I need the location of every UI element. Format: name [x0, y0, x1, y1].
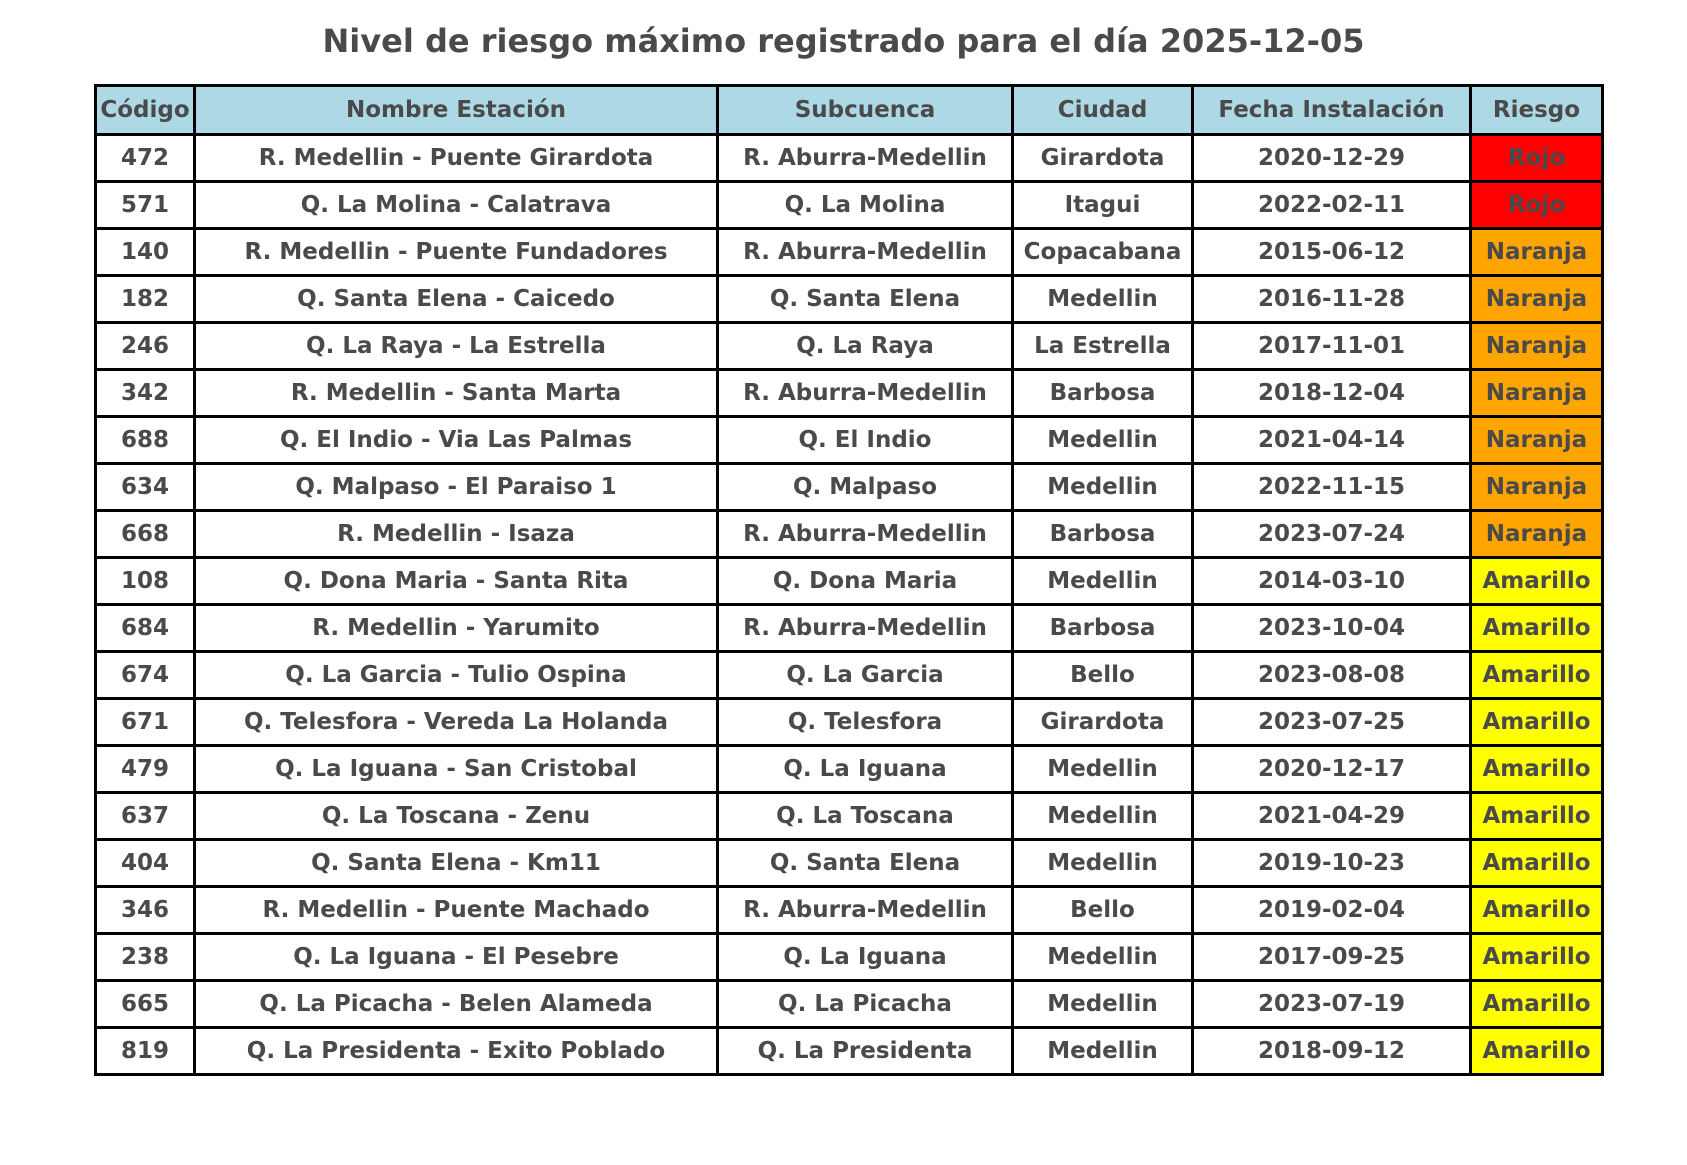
cell-riesgo: Amarillo	[1471, 934, 1603, 981]
cell-ciudad: Copacabana	[1013, 229, 1193, 276]
cell-nombre-estacion: Q. La Raya - La Estrella	[195, 323, 718, 370]
cell-ciudad: Medellin	[1013, 934, 1193, 981]
table-row	[96, 746, 1603, 793]
table-row	[96, 605, 1603, 652]
cell-riesgo: Amarillo	[1471, 699, 1603, 746]
cell-ciudad: Bello	[1013, 652, 1193, 699]
cell-ciudad: Medellin	[1013, 417, 1193, 464]
cell-codigo: 342	[96, 370, 195, 417]
cell-riesgo: Naranja	[1471, 464, 1603, 511]
table-row	[96, 934, 1603, 981]
cell-subcuenca: R. Aburra-Medellin	[718, 887, 1013, 934]
cell-ciudad: Girardota	[1013, 135, 1193, 182]
cell-nombre-estacion: R. Medellin - Puente Machado	[195, 887, 718, 934]
cell-nombre-estacion: R. Medellin - Puente Girardota	[195, 135, 718, 182]
cell-nombre-estacion: Q. La Iguana - San Cristobal	[195, 746, 718, 793]
cell-subcuenca: Q. Malpaso	[718, 464, 1013, 511]
cell-codigo: 346	[96, 887, 195, 934]
cell-nombre-estacion: Q. La Molina - Calatrava	[195, 182, 718, 229]
cell-ciudad: Medellin	[1013, 276, 1193, 323]
table-row	[96, 229, 1603, 276]
table-row	[96, 840, 1603, 887]
cell-subcuenca: R. Aburra-Medellin	[718, 229, 1013, 276]
cell-fecha-instalacion: 2015-06-12	[1193, 229, 1471, 276]
cell-ciudad: Medellin	[1013, 840, 1193, 887]
header-ciudad: Ciudad	[1013, 86, 1193, 135]
cell-codigo: 671	[96, 699, 195, 746]
cell-ciudad: Itagui	[1013, 182, 1193, 229]
cell-nombre-estacion: Q. Telesfora - Vereda La Holanda	[195, 699, 718, 746]
header-fecha-instalacion: Fecha Instalación	[1193, 86, 1471, 135]
cell-codigo: 571	[96, 182, 195, 229]
cell-fecha-instalacion: 2016-11-28	[1193, 276, 1471, 323]
cell-codigo: 634	[96, 464, 195, 511]
page-title: Nivel de riesgo máximo registrado para el día 2025-12-05	[322, 22, 1365, 60]
cell-subcuenca: R. Aburra-Medellin	[718, 135, 1013, 182]
cell-nombre-estacion: Q. La Garcia - Tulio Ospina	[195, 652, 718, 699]
cell-riesgo: Amarillo	[1471, 652, 1603, 699]
cell-codigo: 404	[96, 840, 195, 887]
cell-fecha-instalacion: 2021-04-29	[1193, 793, 1471, 840]
table-row	[96, 887, 1603, 934]
header-nombre-estacion: Nombre Estación	[195, 86, 718, 135]
cell-ciudad: Medellin	[1013, 464, 1193, 511]
table-row	[96, 276, 1603, 323]
cell-ciudad: Medellin	[1013, 981, 1193, 1028]
cell-ciudad: Barbosa	[1013, 605, 1193, 652]
cell-riesgo: Amarillo	[1471, 558, 1603, 605]
table-row	[96, 182, 1603, 229]
cell-codigo: 665	[96, 981, 195, 1028]
cell-subcuenca: Q. La Presidenta	[718, 1028, 1013, 1075]
cell-fecha-instalacion: 2019-10-23	[1193, 840, 1471, 887]
cell-subcuenca: Q. Dona Maria	[718, 558, 1013, 605]
header-codigo: Código	[96, 86, 195, 135]
cell-nombre-estacion: Q. La Toscana - Zenu	[195, 793, 718, 840]
cell-riesgo: Naranja	[1471, 323, 1603, 370]
cell-fecha-instalacion: 2023-07-25	[1193, 699, 1471, 746]
cell-ciudad: Bello	[1013, 887, 1193, 934]
cell-riesgo: Amarillo	[1471, 746, 1603, 793]
table-header-row	[96, 86, 1603, 135]
cell-riesgo: Naranja	[1471, 511, 1603, 558]
cell-codigo: 238	[96, 934, 195, 981]
cell-nombre-estacion: Q. Dona Maria - Santa Rita	[195, 558, 718, 605]
cell-fecha-instalacion: 2017-11-01	[1193, 323, 1471, 370]
cell-subcuenca: Q. El Indio	[718, 417, 1013, 464]
cell-nombre-estacion: R. Medellin - Puente Fundadores	[195, 229, 718, 276]
cell-subcuenca: R. Aburra-Medellin	[718, 511, 1013, 558]
table-row	[96, 558, 1603, 605]
risk-table	[94, 84, 1604, 1076]
cell-riesgo: Naranja	[1471, 276, 1603, 323]
cell-riesgo: Naranja	[1471, 370, 1603, 417]
table-row	[96, 464, 1603, 511]
cell-codigo: 819	[96, 1028, 195, 1075]
cell-ciudad: Medellin	[1013, 746, 1193, 793]
cell-fecha-instalacion: 2021-04-14	[1193, 417, 1471, 464]
table-row	[96, 417, 1603, 464]
cell-subcuenca: R. Aburra-Medellin	[718, 370, 1013, 417]
cell-ciudad: La Estrella	[1013, 323, 1193, 370]
cell-fecha-instalacion: 2020-12-29	[1193, 135, 1471, 182]
cell-fecha-instalacion: 2022-11-15	[1193, 464, 1471, 511]
cell-riesgo: Rojo	[1471, 135, 1603, 182]
header-subcuenca: Subcuenca	[718, 86, 1013, 135]
cell-fecha-instalacion: 2023-10-04	[1193, 605, 1471, 652]
cell-codigo: 140	[96, 229, 195, 276]
table-body	[96, 135, 1603, 1075]
cell-subcuenca: Q. Santa Elena	[718, 276, 1013, 323]
cell-fecha-instalacion: 2018-12-04	[1193, 370, 1471, 417]
cell-nombre-estacion: Q. El Indio - Via Las Palmas	[195, 417, 718, 464]
cell-riesgo: Amarillo	[1471, 981, 1603, 1028]
cell-nombre-estacion: Q. La Presidenta - Exito Poblado	[195, 1028, 718, 1075]
cell-ciudad: Medellin	[1013, 793, 1193, 840]
cell-codigo: 688	[96, 417, 195, 464]
cell-riesgo: Naranja	[1471, 229, 1603, 276]
cell-riesgo: Amarillo	[1471, 1028, 1603, 1075]
cell-subcuenca: Q. La Picacha	[718, 981, 1013, 1028]
cell-subcuenca: Q. La Garcia	[718, 652, 1013, 699]
header-riesgo: Riesgo	[1471, 86, 1603, 135]
table-row	[96, 793, 1603, 840]
cell-fecha-instalacion: 2014-03-10	[1193, 558, 1471, 605]
cell-fecha-instalacion: 2018-09-12	[1193, 1028, 1471, 1075]
cell-subcuenca: Q. Telesfora	[718, 699, 1013, 746]
cell-subcuenca: R. Aburra-Medellin	[718, 605, 1013, 652]
cell-ciudad: Medellin	[1013, 1028, 1193, 1075]
cell-nombre-estacion: Q. Santa Elena - Caicedo	[195, 276, 718, 323]
cell-riesgo: Rojo	[1471, 182, 1603, 229]
cell-ciudad: Medellin	[1013, 558, 1193, 605]
cell-nombre-estacion: R. Medellin - Isaza	[195, 511, 718, 558]
cell-ciudad: Barbosa	[1013, 511, 1193, 558]
table-row	[96, 981, 1603, 1028]
table-row	[96, 699, 1603, 746]
cell-fecha-instalacion: 2019-02-04	[1193, 887, 1471, 934]
cell-subcuenca: Q. La Molina	[718, 182, 1013, 229]
cell-fecha-instalacion: 2022-02-11	[1193, 182, 1471, 229]
cell-riesgo: Naranja	[1471, 417, 1603, 464]
cell-nombre-estacion: R. Medellin - Yarumito	[195, 605, 718, 652]
cell-codigo: 479	[96, 746, 195, 793]
table-row	[96, 323, 1603, 370]
cell-riesgo: Amarillo	[1471, 605, 1603, 652]
table-row	[96, 135, 1603, 182]
cell-codigo: 674	[96, 652, 195, 699]
cell-codigo: 108	[96, 558, 195, 605]
cell-codigo: 246	[96, 323, 195, 370]
cell-subcuenca: Q. La Toscana	[718, 793, 1013, 840]
cell-subcuenca: Q. La Raya	[718, 323, 1013, 370]
table-row	[96, 652, 1603, 699]
cell-subcuenca: Q. Santa Elena	[718, 840, 1013, 887]
cell-codigo: 637	[96, 793, 195, 840]
cell-codigo: 668	[96, 511, 195, 558]
cell-nombre-estacion: Q. La Picacha - Belen Alameda	[195, 981, 718, 1028]
cell-codigo: 182	[96, 276, 195, 323]
cell-ciudad: Girardota	[1013, 699, 1193, 746]
cell-riesgo: Amarillo	[1471, 887, 1603, 934]
cell-fecha-instalacion: 2023-08-08	[1193, 652, 1471, 699]
cell-ciudad: Barbosa	[1013, 370, 1193, 417]
cell-nombre-estacion: Q. Malpaso - El Paraiso 1	[195, 464, 718, 511]
cell-nombre-estacion: Q. Santa Elena - Km11	[195, 840, 718, 887]
table-row	[96, 370, 1603, 417]
cell-subcuenca: Q. La Iguana	[718, 934, 1013, 981]
cell-riesgo: Amarillo	[1471, 793, 1603, 840]
table-row	[96, 1028, 1603, 1075]
cell-fecha-instalacion: 2020-12-17	[1193, 746, 1471, 793]
cell-nombre-estacion: Q. La Iguana - El Pesebre	[195, 934, 718, 981]
cell-riesgo: Amarillo	[1471, 840, 1603, 887]
cell-subcuenca: Q. La Iguana	[718, 746, 1013, 793]
cell-fecha-instalacion: 2023-07-24	[1193, 511, 1471, 558]
cell-nombre-estacion: R. Medellin - Santa Marta	[195, 370, 718, 417]
cell-fecha-instalacion: 2023-07-19	[1193, 981, 1471, 1028]
table-row	[96, 511, 1603, 558]
cell-codigo: 472	[96, 135, 195, 182]
cell-codigo: 684	[96, 605, 195, 652]
cell-fecha-instalacion: 2017-09-25	[1193, 934, 1471, 981]
